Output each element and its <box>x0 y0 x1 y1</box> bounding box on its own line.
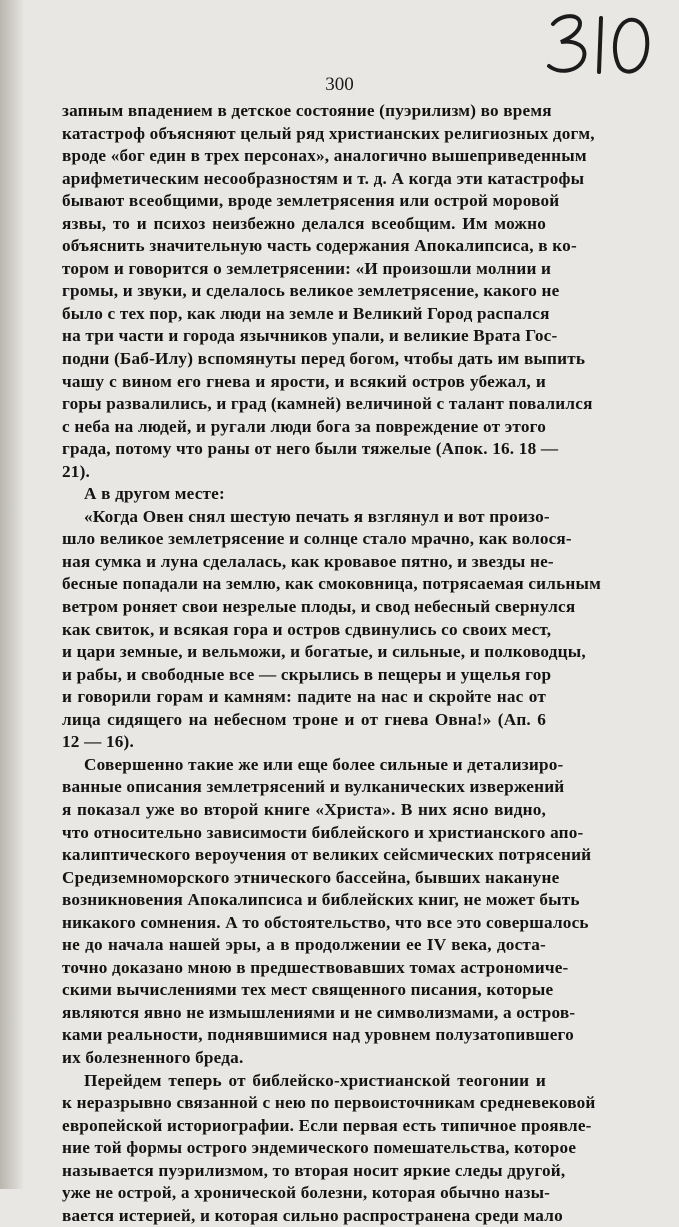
text-line: скими вычислениями тех мест священного писания, которые <box>62 980 554 1000</box>
text-line: никакого сомнения. А то обстоятельство, что все это совершалось <box>62 912 589 932</box>
text-line: ная сумка и луна сделалась, как кровавое пятно, и звезды не- <box>62 551 554 571</box>
text-line: града, потому что раны от него были тяжелые (Апок. 16. 18 — <box>62 439 559 459</box>
text-line: вроде «бог един в трех персонах», аналогично вышеприведенным <box>62 146 587 166</box>
text-line: что относительно зависимости библейского и христианского апо- <box>62 822 584 842</box>
text-line: ванные описания землетрясений и вулканических извержений <box>62 777 565 797</box>
text-line: называется пуэрилизмом, то вторая носит яркие следы другой, <box>62 1160 566 1180</box>
text-line: их болезненного бреда. <box>62 1047 244 1067</box>
text-line: как свиток, и всякая гора и остров сдвинулись со своих мест, <box>62 619 552 639</box>
page-number: 300 <box>325 74 354 95</box>
text-line: я показал уже во второй книге «Христа». В них ясно видно, <box>62 799 546 819</box>
handwritten-page-note <box>545 10 655 80</box>
text-line: калиптического вероучения от великих сейсмических потрясений <box>62 845 592 865</box>
text-line: 12 — 16). <box>62 732 134 752</box>
text-line: 21). <box>62 461 91 481</box>
text-line: «Когда Овен снял шестую печать я взглянул и вот произо- <box>84 506 550 526</box>
text-line: чашу с вином его гнева и ярости, и всякий остров убежал, и <box>62 371 546 391</box>
text-line: запным впадением в детское состояние (пуэрилизм) во время <box>62 101 552 120</box>
text-line: к неразрывно связанной с нею по первоисточникам средневековой <box>62 1093 596 1113</box>
text-line: лица сидящего на небесном троне и от гнева Овна!» (Ап. 6 <box>62 709 546 729</box>
text-line: и говорили горам и камням: падите на нас и скройте нас от <box>62 687 546 707</box>
text-line: и рабы, и свободные все — скрылись в пещеры и ущелья гор <box>62 664 552 684</box>
text-line: подни (Баб-Илу) вспомянуты перед богом, чтобы дать им выпить <box>62 349 586 369</box>
text-line: на три части и города язычников упали, и великие Врата Гос- <box>62 326 558 346</box>
text-line: Средиземноморского этнического бассейна, бывших накануне <box>62 867 560 887</box>
text-line: уже не острой, а хронической болезни, которая обычно назы- <box>62 1183 551 1203</box>
text-line: точно доказано мною в предшествовавших томах астрономиче- <box>62 957 569 977</box>
text-line: Перейдем теперь от библейско-христианской теогонии и <box>84 1070 546 1090</box>
text-line: А в другом месте: <box>84 484 225 504</box>
text-line: объяснить значительную часть содержания Апокалипсиса, в ко- <box>62 236 577 256</box>
text-line: бывают всеобщими, вроде землетрясения или острой моровой <box>62 191 560 211</box>
text-line: шло великое землетрясение и солнце стало мрачно, как волося- <box>62 529 572 549</box>
text-line: возникновения Апокалипсиса и библейских книг, не может быть <box>62 890 580 910</box>
text-line: горы развалились, и град (камней) величиной с талант повалился <box>62 394 593 414</box>
text-line: арифметическим несообразностям и т. д. А когда эти катастрофы <box>62 168 585 188</box>
text-line: бесные попадали на землю, как смоковница, потрясаемая сильным <box>62 574 602 594</box>
text-line: Совершенно такие же или еще более сильные и детализиро- <box>84 754 564 774</box>
text-line: с неба на людей, и ругали люди бога за повреждение от этого <box>62 416 546 436</box>
text-line: ками реальности, поднявшимися над уровнем полузатопившего <box>62 1025 574 1045</box>
text-line: тором и говорится о землетрясении: «И произошли молнии и <box>62 258 552 278</box>
text-line: катастроф объясняют целый ряд христианских религиозных догм, <box>62 123 595 143</box>
text-line: язвы, то и психоз неизбежно делался всеобщим. Им можно <box>62 213 546 233</box>
text-line: вается истерией, и которая сильно распространена среди мало <box>62 1205 563 1225</box>
page-body-text <box>62 100 602 1227</box>
text-line: европейской историографии. Если первая есть типичное проявле- <box>62 1115 592 1135</box>
text-line: громы, и звуки, и сделалось великое землетрясение, какого не <box>62 281 560 301</box>
page-binding-shadow <box>0 0 24 1189</box>
text-line: являются явно не измышлениями и не символизмами, а остров- <box>62 1002 576 1022</box>
text-line: ветром роняет свои незрелые плоды, и свод небесный свернулся <box>62 597 576 617</box>
text-line: ние той формы острого эндемического помешательства, которое <box>62 1138 577 1158</box>
text-line: и цари земные, и вельможи, и богатые, и сильные, и полководцы, <box>62 642 586 662</box>
text-line: не до начала нашей эры, а в продолжении ее IV века, доста- <box>62 935 546 955</box>
text-line: было с тех пор, как люди на земле и Великий Город распался <box>62 303 550 323</box>
